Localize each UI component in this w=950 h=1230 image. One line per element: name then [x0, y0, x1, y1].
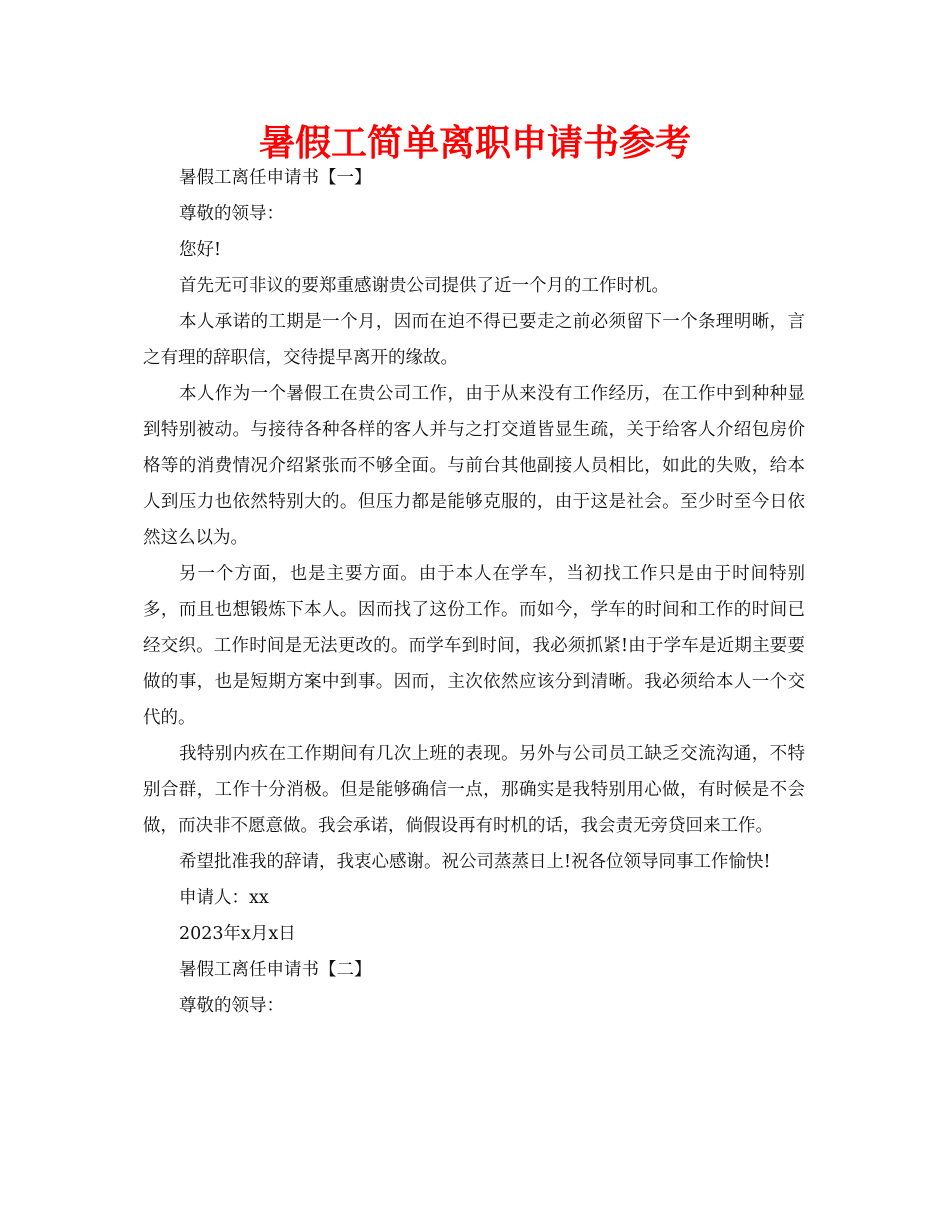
document-body	[143, 160, 805, 1024]
greeting: 您好!	[179, 240, 222, 260]
date-line: 2023年x月x日	[179, 924, 296, 944]
body-paragraph: 我特别内疚在工作期间有几次上班的表现。另外与公司员工缺乏交流沟通，不特别合群，工作十分消极。但是能够确信一点，那确实是我特别用心做，有时候是不会做，而决非不愿意做。我会承诺，倘假设再有时机的话，我会责无旁贷回来工作。	[143, 744, 805, 836]
closing-paragraph: 希望批准我的辞请，我衷心感谢。祝公司蒸蒸日上!祝各位领导同事工作愉快!	[179, 852, 771, 872]
section-heading-2: 暑假工离任申请书【二】	[179, 960, 372, 980]
body-paragraph: 本人作为一个暑假工在贵公司工作，由于从来没有工作经历，在工作中到种种显到特别被动。与接待各种各样的客人并与之打交道皆显生疏，关于给客人介绍包房价格等的消费情况介绍紧张而不够全面。与前台其他副接人员相比，如此的失败，给本人到压力也依然特别大的。但压力都是能够克服的，由于这是社会。至少时至今日依然这么以为。	[143, 384, 805, 548]
body-paragraph: 本人承诺的工期是一个月，因而在迫不得已要走之前必须留下一个条理明晰，言之有理的辞职信，交待提早离开的缘故。	[143, 312, 805, 368]
salutation: 尊敬的领导：	[179, 996, 284, 1016]
applicant-line: 申请人：xx	[179, 888, 269, 908]
salutation: 尊敬的领导：	[179, 204, 284, 224]
body-paragraph: 另一个方面，也是主要方面。由于本人在学车，当初找工作只是由于时间特别多，而且也想锻炼下本人。因而找了这份工作。而如今，学车的时间和工作的时间已经交织。工作时间是无法更改的。而学车到时间，我必须抓紧!由于学车是近期主要要做的事，也是短期方案中到事。因而，主次依然应该分到清晰。我必须给本人一个交代的。	[143, 564, 805, 728]
section-heading-1: 暑假工离任申请书【一】	[179, 168, 372, 188]
body-paragraph: 首先无可非议的要郑重感谢贵公司提供了近一个月的工作时机。	[179, 276, 669, 296]
document-title: 暑假工简单离职申请书参考	[258, 123, 691, 164]
